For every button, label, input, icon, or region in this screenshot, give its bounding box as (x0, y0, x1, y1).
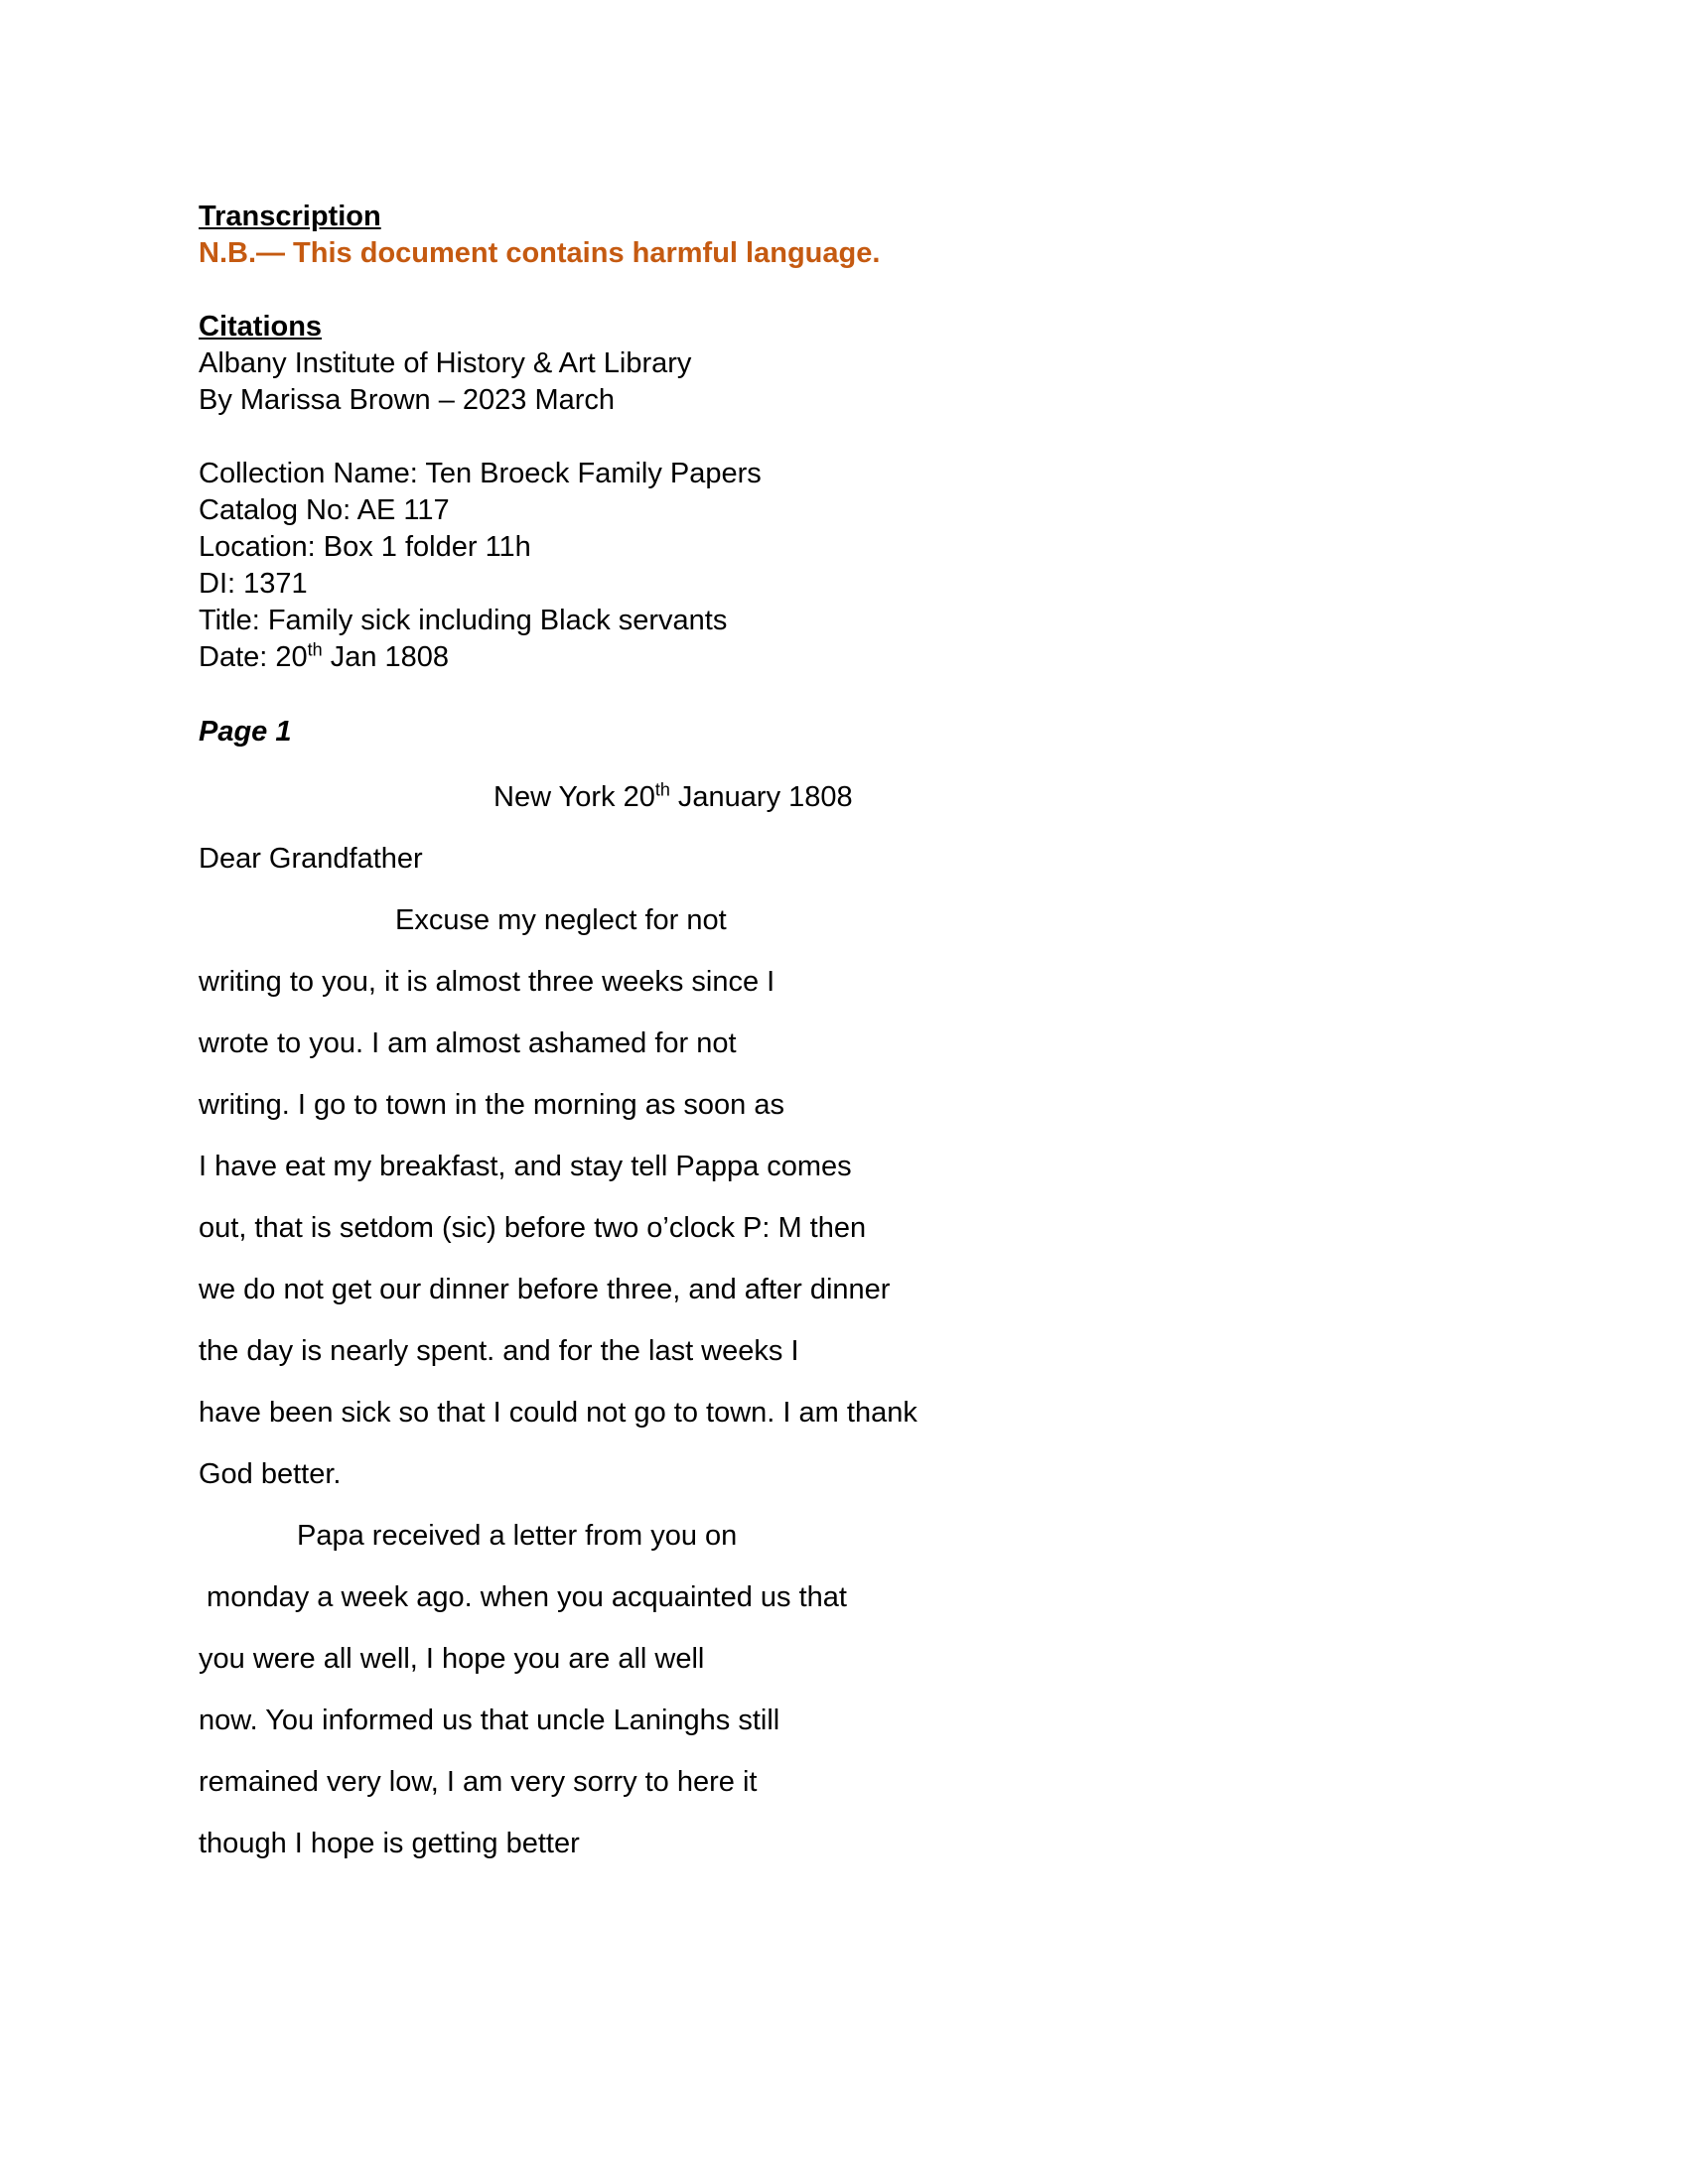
dateline-suffix: January 1808 (669, 781, 853, 813)
date-line (199, 639, 1489, 676)
letter-line: Papa received a letter from you on (297, 1520, 738, 1552)
letter-line: out, that is setdom (sic) before two o’clock P: M then (199, 1212, 867, 1244)
letter-line: writing to you, it is almost three weeks since I (199, 966, 775, 998)
letter-line: though I hope is getting better (199, 1828, 580, 1859)
institution-line: Albany Institute of History & Art Library (199, 347, 692, 379)
date-superscript: th (307, 639, 323, 660)
letter-line: God better. (199, 1458, 342, 1490)
letter-salutation: Dear Grandfather (199, 843, 423, 875)
author-line: By Marissa Brown – 2023 March (199, 384, 616, 416)
dateline-superscript: th (654, 779, 670, 800)
letter-line: you were all well, I hope you are all well (199, 1643, 705, 1675)
date-suffix: Jan 1808 (322, 641, 450, 673)
page-label: Page 1 (199, 716, 292, 748)
document-page (199, 199, 1489, 1874)
letter-line: monday a week ago. when you acquainted us that (199, 1581, 847, 1613)
title-line: Title: Family sick including Black servants (199, 605, 728, 636)
collection-name: Collection Name: Ten Broeck Family Papers (199, 458, 762, 489)
letter-dateline (199, 766, 1489, 828)
letter-line: writing. I go to town in the morning as soon as (199, 1089, 784, 1121)
letter-line: now. You informed us that uncle Laninghs still (199, 1705, 780, 1736)
dateline-prefix: New York 20 (493, 781, 655, 813)
letter-body (199, 766, 1489, 1874)
catalog-number: Catalog No: AE 117 (199, 494, 450, 526)
letter-line: we do not get our dinner before three, and after dinner (199, 1274, 891, 1305)
di-line: DI: 1371 (199, 568, 308, 600)
letter-line: remained very low, I am very sorry to here it (199, 1766, 758, 1798)
document-title: Transcription (199, 201, 381, 232)
date-prefix: Date: 20 (199, 641, 308, 673)
location-line: Location: Box 1 folder 11h (199, 531, 531, 563)
letter-line: wrote to you. I am almost ashamed for not (199, 1027, 737, 1059)
letter-line: the day is nearly spent. and for the last weeks I (199, 1335, 799, 1367)
content-warning: N.B.— This document contains harmful language. (199, 237, 881, 269)
letter-line: have been sick so that I could not go to town. I am thank (199, 1397, 917, 1429)
letter-line: I have eat my breakfast, and stay tell Pappa comes (199, 1151, 852, 1182)
letter-line: Excuse my neglect for not (395, 904, 727, 936)
citations-heading: Citations (199, 311, 323, 342)
